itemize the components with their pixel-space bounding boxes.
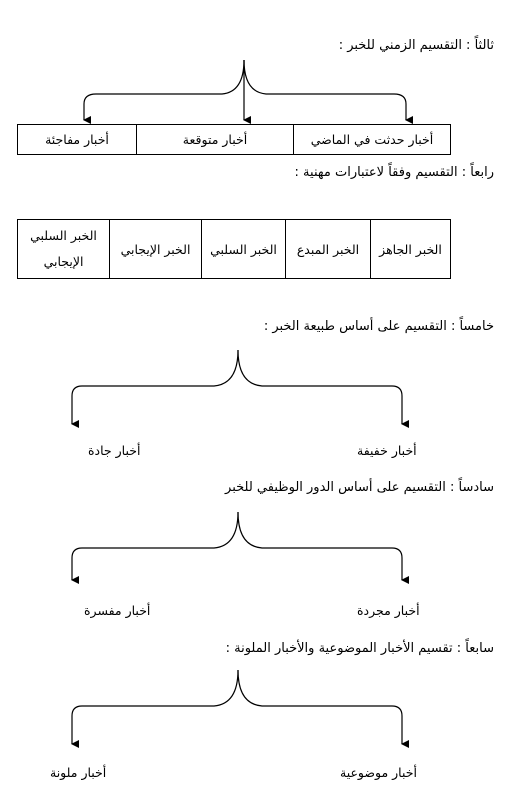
section6-left-label: أخبار مفسرة [84,603,151,618]
section6-heading: سادساً : التقسيم على أساس الدور الوظيفي للخبر [225,480,494,495]
section7-heading: سابعاً : تقسيم الأخبار الموضوعية والأخبار الملونة : [225,641,494,656]
section5-heading: خامساً : التقسيم على أساس طبيعة الخبر : [263,319,494,334]
section4-table [17,219,451,279]
section4-cell-positive: الخبر الإيجابي [110,220,202,279]
brace-section7 [72,670,238,744]
section5-right-label: أخبار خفيفة [357,443,417,458]
section3-cell-expected: أخبار متوقعة [137,125,294,155]
section4-cell-creative: الخبر المبدع [286,220,371,279]
section5-left-label: أخبار جادة [88,443,141,458]
brace-section5 [72,350,238,424]
section4-heading: رابعاً : التقسيم وفقاً لاعتبارات مهنية : [294,165,494,180]
section3-heading: ثالثاً : التقسيم الزمني للخبر : [338,38,494,53]
section6-right-label: أخبار مجردة [357,603,420,618]
section3-cell-sudden: أخبار مفاجئة [18,125,137,155]
section7-left-label: أخبار ملونة [50,765,107,780]
brace-section6 [72,512,238,580]
section4-cell-negative-positive: الخبر السلبي الإيجابي [18,220,110,279]
section7-right-label: أخبار موضوعية [340,765,417,780]
brace-section3 [84,60,244,120]
section4-cell-negative: الخبر السلبي [202,220,286,279]
section3-table [17,124,451,155]
section3-cell-past: أخبار حدثت في الماضي [294,125,451,155]
section4-cell-ready: الخبر الجاهز [371,220,451,279]
